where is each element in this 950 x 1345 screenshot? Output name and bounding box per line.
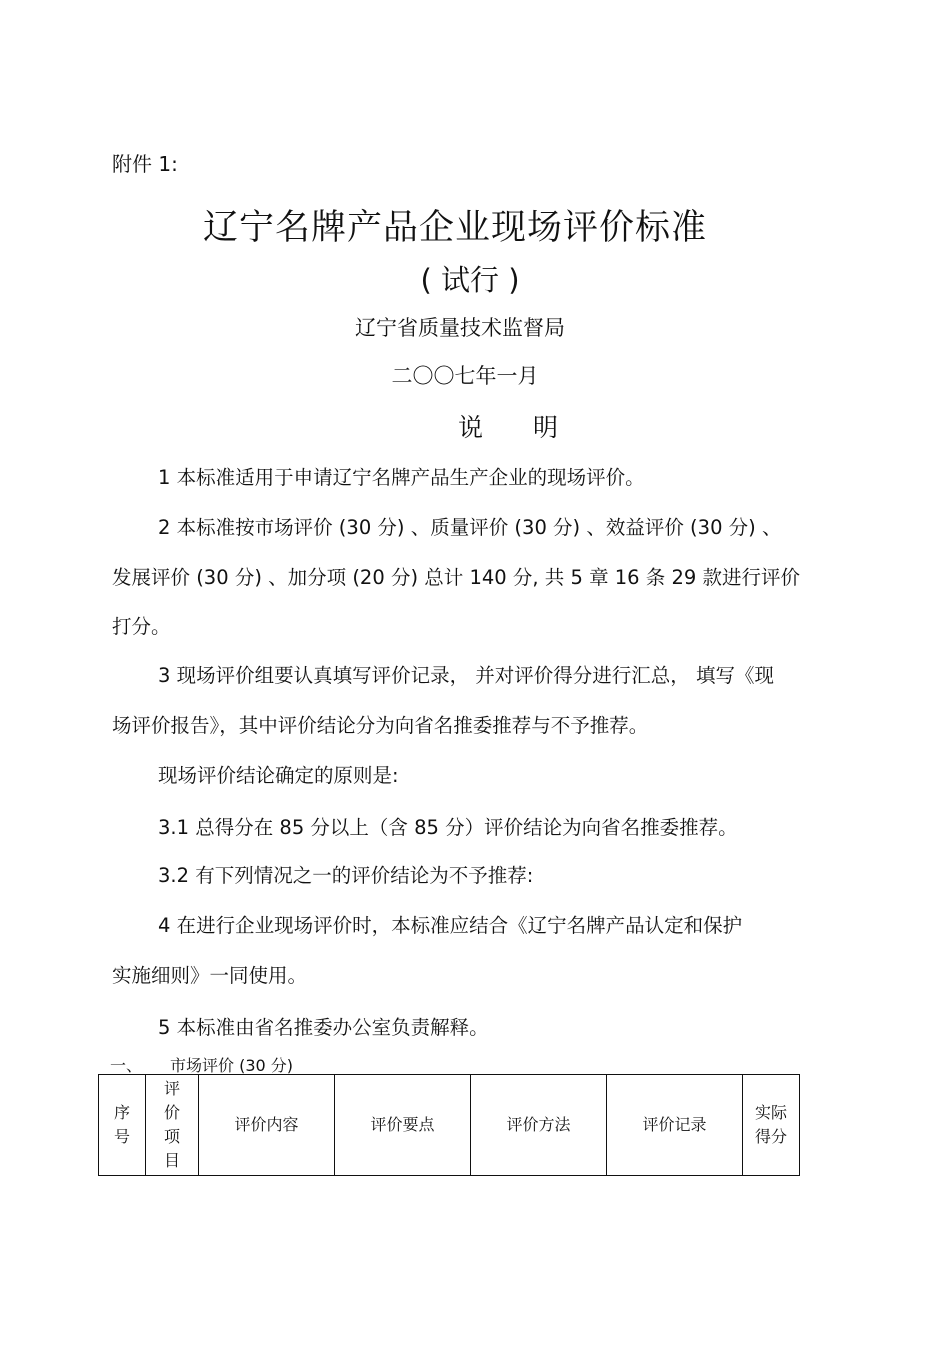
section-number: 一、: [110, 1056, 143, 1075]
paragraph-3-1: 3.1 总得分在 85 分以上（含 85 分）评价结论为向省名推委推荐。: [158, 816, 738, 839]
section-label: 市场评价 (30 分): [170, 1056, 294, 1075]
paragraph-2-line-1: 2 本标准按市场评价 (30 分) 、质量评价 (30 分) 、效益评价 (30 分) 、: [158, 516, 782, 539]
header-seq: 序号: [99, 1075, 146, 1176]
paragraph-1: 1 本标准适用于申请辽宁名牌产品生产企业的现场评价。: [158, 466, 645, 489]
paragraph-3-2: 3.2 有下列情况之一的评价结论为不予推荐:: [158, 864, 534, 887]
table-header-row: [99, 1075, 800, 1176]
paragraph-4-line-2: 实施细则》一同使用。: [112, 964, 308, 987]
document-subtitle: ( 试行 ): [420, 263, 520, 297]
header-record: 评价记录: [607, 1075, 743, 1176]
issue-date: 二〇〇七年一月: [391, 364, 539, 388]
section-title-market: [110, 1053, 293, 1076]
header-key-points: 评价要点: [335, 1075, 471, 1176]
attachment-label: 附件 1:: [112, 152, 178, 176]
paragraph-3-line-2: 场评价报告》，其中评价结论分为向省名推委推荐与不予推荐。: [112, 714, 649, 737]
issuing-authority: 辽宁省质量技术监督局: [355, 316, 565, 340]
header-content: 评价内容: [199, 1075, 335, 1176]
paragraph-2-line-2: 发展评价 (30 分) 、加分项 (20 分) 总计 140 分, 共 5 章 16 条 29 款进行评价: [112, 566, 800, 589]
header-score: 实际得分: [743, 1075, 800, 1176]
header-method: 评价方法: [471, 1075, 607, 1176]
section-heading-explanation: 说 明: [457, 413, 558, 442]
paragraph-5: 5 本标准由省名推委办公室负责解释。: [158, 1016, 489, 1039]
paragraph-2-line-3: 打分。: [112, 615, 171, 638]
paragraph-principles: 现场评价结论确定的原则是:: [158, 764, 399, 787]
paragraph-3-line-1: 3 现场评价组要认真填写评价记录， 并对评价得分进行汇总， 填写《现: [158, 664, 775, 687]
header-item: 评价项目: [146, 1075, 199, 1176]
document-title: 辽宁名牌产品企业现场评价标准: [202, 208, 707, 248]
paragraph-4-line-1: 4 在进行企业现场评价时，本标准应结合《辽宁名牌产品认定和保护: [158, 914, 743, 937]
evaluation-table: [98, 1074, 800, 1176]
